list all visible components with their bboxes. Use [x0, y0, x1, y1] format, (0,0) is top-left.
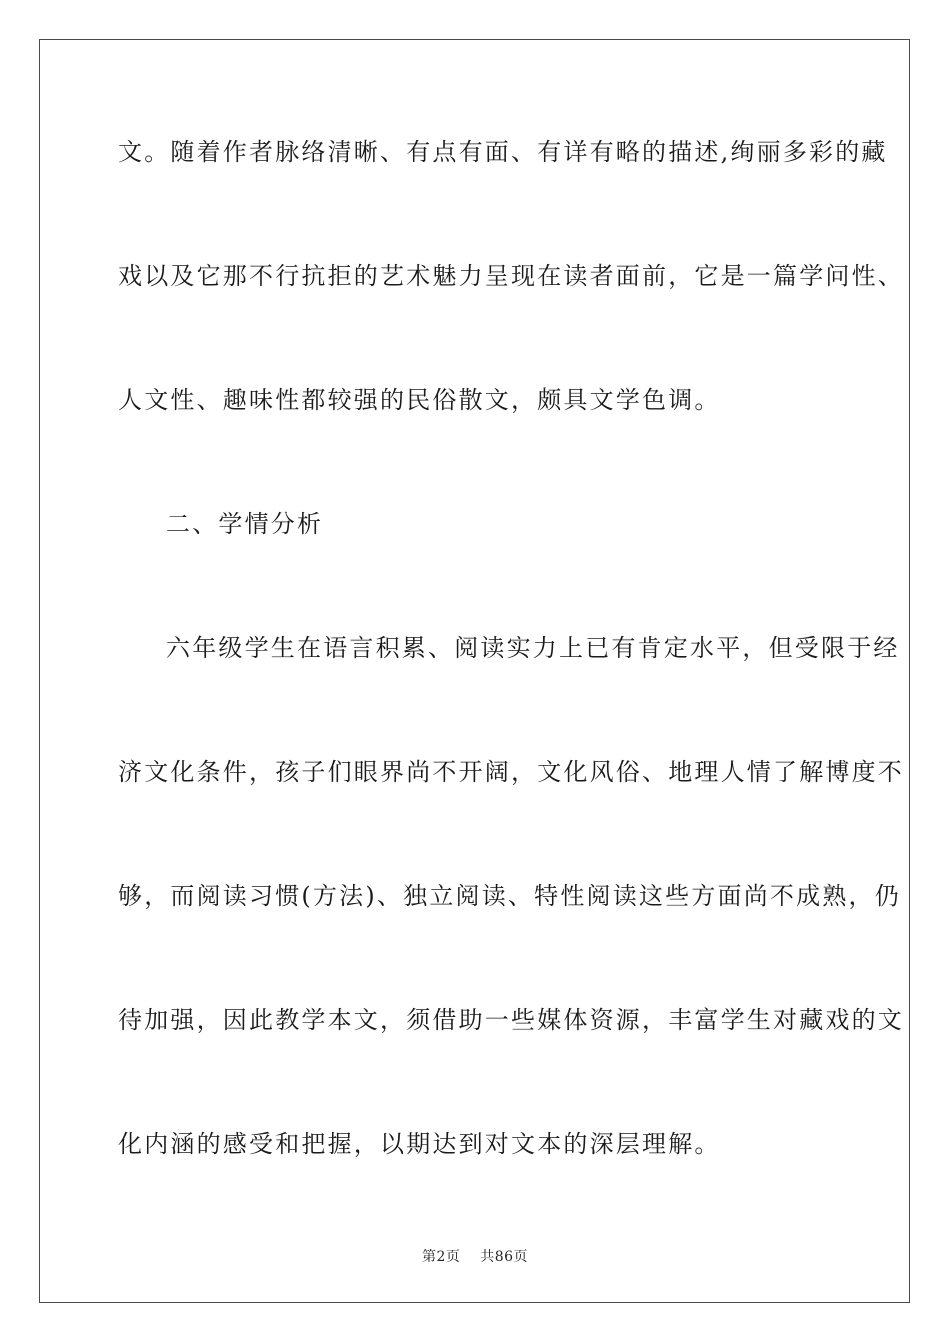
page-border: [39, 39, 910, 1303]
paragraph-line-9: 化内涵的感受和把握，以期达到对文本的深层理解。: [118, 1130, 721, 1158]
paragraph-line-7: 够，而阅读习惯(方法)、独立阅读、特性阅读这些方面尚不成熟，仍: [118, 882, 901, 910]
paragraph-line-5: 六年级学生在语言积累、阅读实力上已有肯定水平，但受限于经: [166, 634, 900, 662]
section-heading: 二、学情分析: [166, 510, 324, 538]
paragraph-line-1: 文。随着作者脉络清晰、有点有面、有详有略的描述,绚丽多彩的藏: [118, 138, 888, 166]
page-number: 第2页: [421, 1249, 461, 1265]
paragraph-line-6: 济文化条件，孩子们眼界尚不开阔，文化风俗、地理人情了解博度不: [118, 758, 904, 786]
paragraph-line-2: 戏以及它那不行抗拒的艺术魅力呈现在读者面前，它是一篇学问性、: [118, 262, 904, 290]
paragraph-line-8: 待加强，因此教学本文，须借助一些媒体资源，丰富学生对藏戏的文: [118, 1006, 904, 1034]
page-total: 共86页: [480, 1249, 529, 1265]
paragraph-line-3: 人文性、趣味性都较强的民俗散文，颇具文学色调。: [118, 386, 721, 414]
page-footer: [0, 1248, 950, 1266]
